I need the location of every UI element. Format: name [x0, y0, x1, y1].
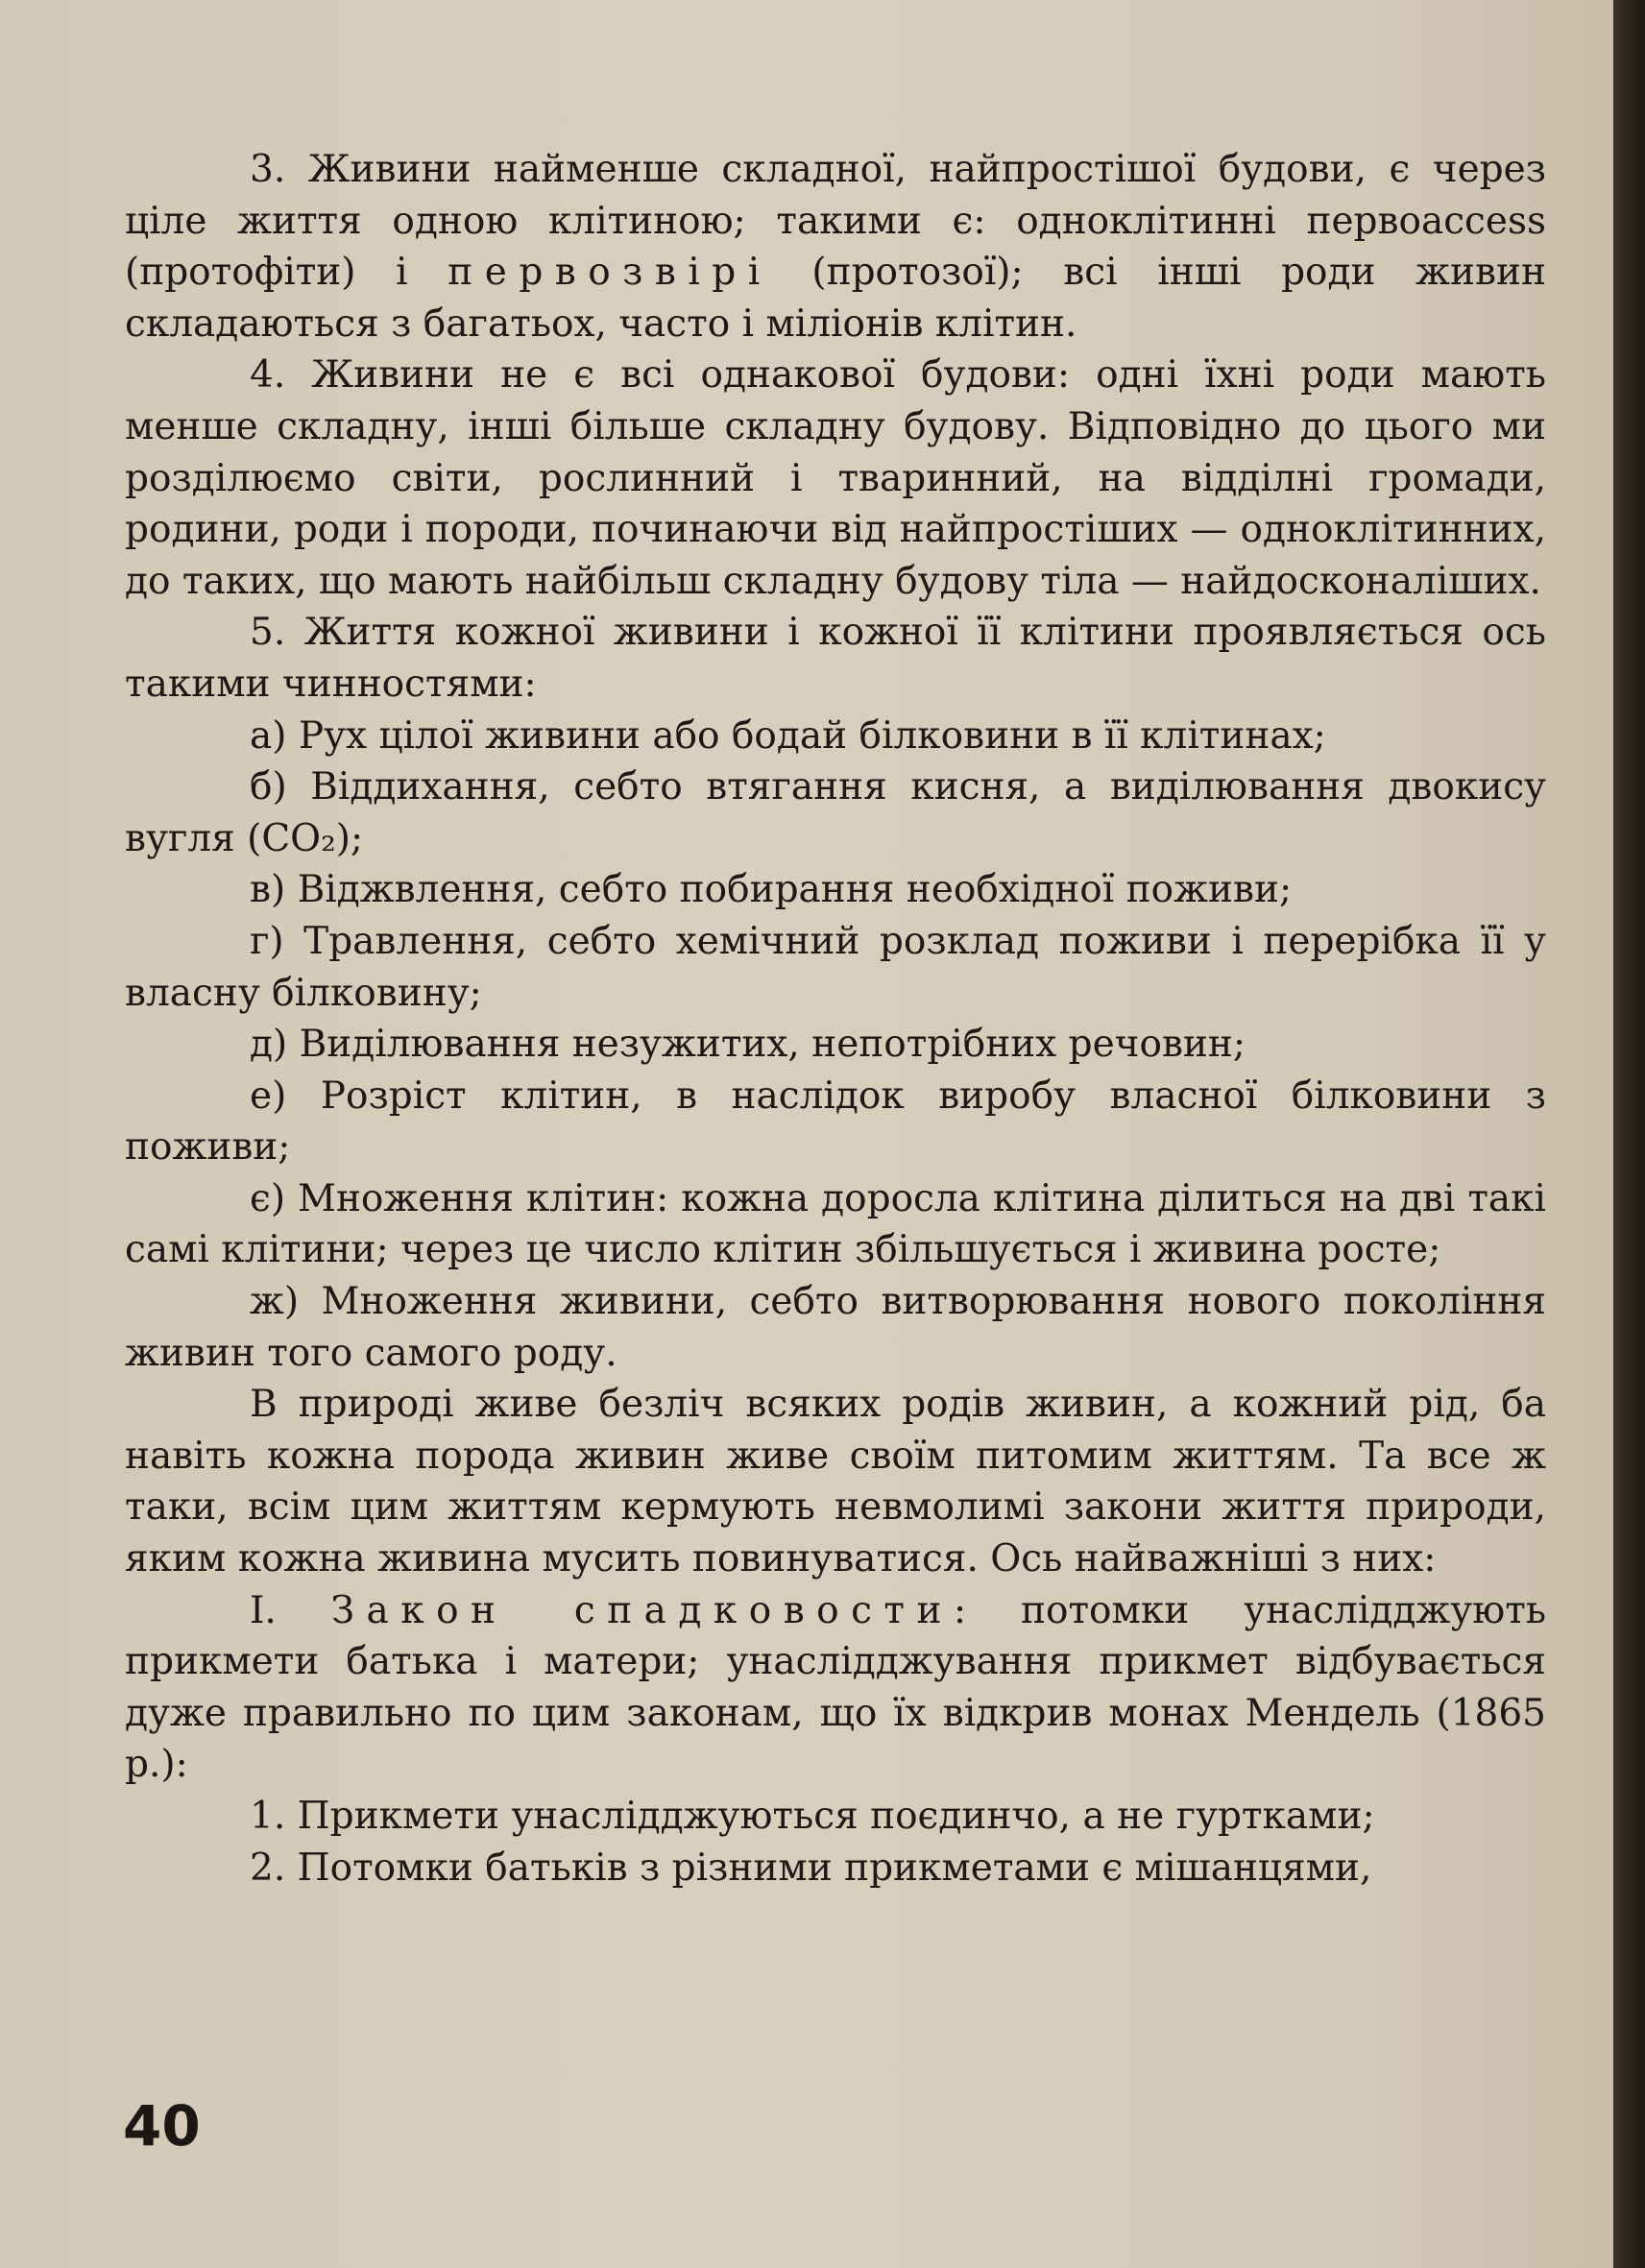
text-run: 1. Прикмети унаслідджуються поєдинчо, а не гуртками; — [250, 1795, 1375, 1838]
book-edge — [1613, 0, 1645, 2268]
text-run: б) Віддихання, себто втягання кисня, а виділювання двокису вугля (CO₂); — [125, 765, 1546, 860]
paragraph — [125, 1071, 1546, 1173]
text-run: ж) Множення живини, себто витворювання нового покоління живин того самого роду. — [125, 1280, 1546, 1375]
text-run: 2. Потомки батьків з різними прикметами є мішанцями, — [250, 1846, 1372, 1890]
paragraph — [125, 1843, 1546, 1894]
text-run: є) Множення клітин: кожна доросла клітина ділиться на дві такі самі клітини; через це число клітин збільшується і живина росте; — [125, 1176, 1546, 1272]
paragraph — [125, 1276, 1546, 1379]
text-run: г) Травлення, себто хемічний розклад поживи і перерібка її у власну білковину; — [125, 919, 1546, 1015]
page-number: 40 — [123, 2093, 201, 2159]
text-run: а) Рух цілої живини або бодай білковини в її клітинах; — [250, 713, 1326, 758]
paragraph — [125, 864, 1546, 916]
text-run: В природі живе безліч всяких родів живин, а кожний рід, ба навіть кожна порода живин живе своїм питомим життям. Та все ж таки, всім цим життям кермують невмолимі закони життя природи, яким кожна живина мусить повинуватися. Ось найважніші з них: — [125, 1383, 1546, 1581]
paragraph — [125, 144, 1546, 350]
page-text — [125, 144, 1546, 1894]
spaced-term: Закон спадковости — [330, 1588, 954, 1632]
text-run: е) Розріст клітин, в наслідок виробу власної білковини з поживи; — [125, 1074, 1546, 1170]
spaced-term: первозвірі — [448, 251, 772, 295]
text-run: в) Віджвлення, себто побирання необхідної поживи; — [250, 868, 1293, 912]
paragraph — [125, 1585, 1546, 1791]
text-run: І. — [250, 1588, 331, 1632]
paragraph — [125, 1173, 1546, 1276]
text-run: (протозої); всі інші роди живин складаються з багатьох, часто і міліонів клітин. — [125, 251, 1546, 346]
text-run: : потомки унаслідджують прикмети батька і матери; унаслідджування прикмет відбувається дуже правильно по цим законам, що їх відкрив монах Мендель (1865 р.): — [125, 1588, 1547, 1787]
paragraph — [125, 1019, 1546, 1071]
paragraph — [125, 916, 1546, 1019]
text-run: 5. Життя кожної живини і кожної її клітини проявляється ось такими чинностями: — [125, 611, 1546, 706]
text-run: д) Виділювання незужитих, непотрібних речовин; — [250, 1023, 1246, 1067]
paragraph — [125, 1791, 1546, 1843]
paragraph — [125, 350, 1546, 607]
paragraph — [125, 1379, 1546, 1584]
paragraph — [125, 711, 1546, 762]
text-run: 3. Живини найменше складної, найпростішої будови, є через ціле життя одною клітиною; такими є: одноклітинні первоaccess (протофіти) і — [125, 148, 1546, 295]
paragraph — [125, 607, 1546, 710]
paragraph — [125, 761, 1546, 864]
text-run: 4. Живини не є всі однакової будови: одні їхні роди мають менше складну, інші більше складну будову. Відповідно до цього ми розділюємо світи, рослинний і тваринний, на відділні громади, родини, роди і породи, починаючи від найпростіших — одноклітинних, до таких, що мають найбільш складну будову тіла — найдосконаліших. — [125, 353, 1546, 603]
